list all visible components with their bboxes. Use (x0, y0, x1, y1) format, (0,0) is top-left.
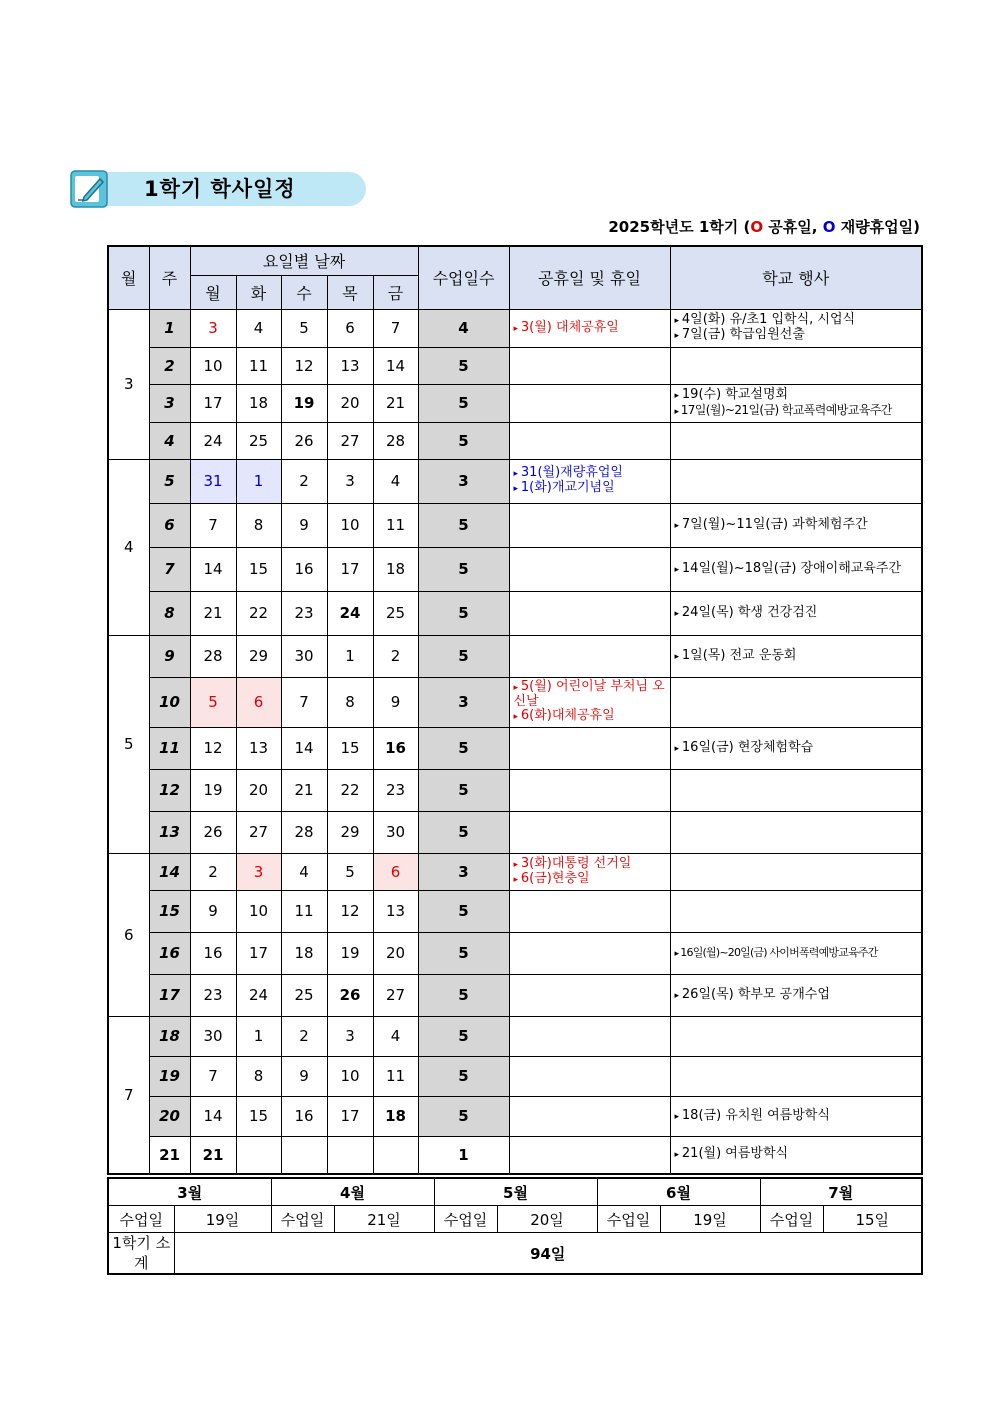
date-cell: 9 (190, 890, 236, 932)
event-item: ▸ 26일(목) 학부모 공개수업 (675, 988, 918, 1003)
table-row (108, 974, 922, 1016)
date-cell: 11 (281, 890, 327, 932)
table-row (108, 459, 922, 503)
date-cell: 2 (281, 459, 327, 503)
event-cell (670, 1016, 922, 1056)
week-cell: 5 (149, 459, 190, 503)
event-cell (670, 384, 922, 422)
month-cell: 3 (108, 309, 149, 459)
date-cell: 6 (236, 677, 281, 727)
date-cell: 29 (236, 635, 281, 677)
summary-table (107, 1177, 923, 1275)
date-cell: 21 (373, 384, 418, 422)
date-cell: 22 (236, 591, 281, 635)
event-cell (670, 547, 922, 591)
date-cell: 3 (327, 1016, 373, 1056)
event-item: ▸ 18(금) 유치원 여름방학식 (675, 1109, 918, 1124)
subtotal-value: 94일 (174, 1233, 922, 1275)
date-cell: 11 (373, 1056, 418, 1096)
summary-value: 19일 (174, 1206, 271, 1233)
table-row (108, 422, 922, 459)
event-cell (670, 635, 922, 677)
date-cell: 3 (190, 309, 236, 347)
event-item: ▸ 21(월) 여름방학식 (675, 1147, 918, 1162)
week-cell: 9 (149, 635, 190, 677)
table-row (108, 890, 922, 932)
event-cell (670, 503, 922, 547)
date-cell: 14 (190, 547, 236, 591)
date-cell: 2 (190, 853, 236, 890)
week-cell: 3 (149, 384, 190, 422)
class-days-cell: 5 (418, 384, 509, 422)
table-row (108, 769, 922, 811)
class-days-cell: 5 (418, 890, 509, 932)
class-days-cell: 4 (418, 309, 509, 347)
date-cell: 10 (327, 503, 373, 547)
date-cell: 15 (327, 727, 373, 769)
date-cell: 25 (281, 974, 327, 1016)
subtitle-prefix: 2025학년도 1학기 ( (608, 218, 751, 236)
week-cell: 17 (149, 974, 190, 1016)
pen-note-icon (70, 170, 108, 208)
date-cell: 11 (373, 503, 418, 547)
date-cell: 9 (281, 1056, 327, 1096)
date-cell: 26 (327, 974, 373, 1016)
date-cell: 10 (327, 1056, 373, 1096)
date-cell: 30 (190, 1016, 236, 1056)
header-day-thu: 목 (327, 275, 373, 309)
holiday-cell (509, 503, 670, 547)
table-row (108, 309, 922, 347)
date-cell: 23 (190, 974, 236, 1016)
class-days-cell: 5 (418, 635, 509, 677)
header-day-mon: 월 (190, 275, 236, 309)
date-cell: 28 (281, 811, 327, 853)
week-cell: 20 (149, 1096, 190, 1136)
summary-month-row (108, 1178, 922, 1206)
date-cell (236, 1136, 281, 1174)
date-cell: 2 (281, 1016, 327, 1056)
date-cell: 4 (281, 853, 327, 890)
event-cell (670, 309, 922, 347)
calendar-subtitle (608, 216, 920, 237)
header-holidays: 공휴일 및 휴일 (509, 246, 670, 309)
holiday-cell (509, 547, 670, 591)
event-cell (670, 890, 922, 932)
week-cell: 10 (149, 677, 190, 727)
date-cell (327, 1136, 373, 1174)
class-days-cell: 5 (418, 1016, 509, 1056)
event-item: ▸ 24일(목) 학생 건강검진 (675, 606, 918, 621)
holiday-item: ▸ 1(화)개교기념일 (514, 481, 666, 496)
table-row (108, 1096, 922, 1136)
date-cell: 31 (190, 459, 236, 503)
date-cell: 29 (327, 811, 373, 853)
summary-month: 5월 (434, 1178, 597, 1206)
date-cell: 24 (236, 974, 281, 1016)
summary-value: 21일 (334, 1206, 434, 1233)
date-cell: 1 (327, 635, 373, 677)
class-days-cell: 5 (418, 503, 509, 547)
week-cell: 15 (149, 890, 190, 932)
table-row (108, 547, 922, 591)
class-days-cell: 5 (418, 1056, 509, 1096)
date-cell: 17 (236, 932, 281, 974)
holiday-cell (509, 811, 670, 853)
holiday-cell (509, 932, 670, 974)
date-cell: 25 (236, 422, 281, 459)
date-cell: 10 (190, 347, 236, 384)
date-cell: 9 (281, 503, 327, 547)
table-row (108, 384, 922, 422)
week-cell: 6 (149, 503, 190, 547)
date-cell: 28 (373, 422, 418, 459)
date-cell: 7 (373, 309, 418, 347)
week-cell: 8 (149, 591, 190, 635)
date-cell: 13 (373, 890, 418, 932)
date-cell: 12 (281, 347, 327, 384)
table-row (108, 347, 922, 384)
header-week: 주 (149, 246, 190, 309)
summary-value: 15일 (823, 1206, 922, 1233)
week-cell: 18 (149, 1016, 190, 1056)
event-item: ▸ 1일(목) 전교 운동회 (675, 649, 918, 664)
event-item: ▸ 16일(월)~20일(금) 사이버폭력예방교육주간 (675, 946, 918, 961)
summary-label: 수업일 (108, 1206, 174, 1233)
public-holiday-label: 공휴일, (763, 218, 823, 236)
holiday-cell (509, 1136, 670, 1174)
date-cell: 13 (236, 727, 281, 769)
date-cell: 18 (281, 932, 327, 974)
date-cell: 14 (373, 347, 418, 384)
table-row (108, 1136, 922, 1174)
event-item: ▸ 4일(화) 유/초1 입학식, 시업식 (675, 313, 918, 328)
table-row (108, 1056, 922, 1096)
holiday-cell (509, 309, 670, 347)
date-cell: 30 (373, 811, 418, 853)
holiday-cell (509, 459, 670, 503)
event-cell (670, 347, 922, 384)
date-cell: 5 (190, 677, 236, 727)
summary-month: 7월 (760, 1178, 922, 1206)
table-row (108, 677, 922, 727)
date-cell: 2 (373, 635, 418, 677)
date-cell: 9 (373, 677, 418, 727)
holiday-cell (509, 422, 670, 459)
date-cell: 16 (281, 1096, 327, 1136)
summary-total-row (108, 1233, 922, 1275)
week-cell: 11 (149, 727, 190, 769)
date-cell: 7 (281, 677, 327, 727)
summary-month: 3월 (108, 1178, 271, 1206)
table-row (108, 727, 922, 769)
date-cell: 16 (373, 727, 418, 769)
week-cell: 19 (149, 1056, 190, 1096)
date-cell: 27 (236, 811, 281, 853)
date-cell: 16 (190, 932, 236, 974)
date-cell: 19 (327, 932, 373, 974)
date-cell: 12 (327, 890, 373, 932)
header-class-days: 수업일수 (418, 246, 509, 309)
summary-label: 수업일 (271, 1206, 334, 1233)
event-item: ▸ 16일(금) 현장체험학습 (675, 741, 918, 756)
date-cell: 10 (236, 890, 281, 932)
event-cell (670, 677, 922, 727)
date-cell: 1 (236, 459, 281, 503)
date-cell: 1 (236, 1016, 281, 1056)
month-cell: 5 (108, 635, 149, 853)
header-day-wed: 수 (281, 275, 327, 309)
table-row (108, 811, 922, 853)
date-cell: 26 (281, 422, 327, 459)
summary-label: 수업일 (597, 1206, 660, 1233)
date-cell: 5 (327, 853, 373, 890)
summary-days-row (108, 1206, 922, 1233)
date-cell: 18 (373, 547, 418, 591)
date-cell: 19 (190, 769, 236, 811)
holiday-cell (509, 1016, 670, 1056)
subtotal-label: 1학기 소계 (108, 1233, 174, 1275)
event-cell (670, 1136, 922, 1174)
summary-value: 20일 (497, 1206, 597, 1233)
holiday-cell (509, 1096, 670, 1136)
week-cell: 2 (149, 347, 190, 384)
date-cell: 22 (327, 769, 373, 811)
class-days-cell: 5 (418, 769, 509, 811)
event-cell (670, 727, 922, 769)
public-holiday-mark: O (750, 218, 764, 236)
date-cell: 27 (327, 422, 373, 459)
class-days-cell: 1 (418, 1136, 509, 1174)
holiday-cell (509, 769, 670, 811)
event-cell (670, 974, 922, 1016)
class-days-cell: 5 (418, 547, 509, 591)
date-cell: 14 (190, 1096, 236, 1136)
class-days-cell: 3 (418, 459, 509, 503)
date-cell: 8 (236, 503, 281, 547)
table-row (108, 853, 922, 890)
date-cell: 5 (281, 309, 327, 347)
event-item: ▸ 14일(월)~18일(금) 장애이해교육주간 (675, 562, 918, 577)
week-cell: 21 (149, 1136, 190, 1174)
event-cell (670, 853, 922, 890)
date-cell: 16 (281, 547, 327, 591)
date-cell: 12 (190, 727, 236, 769)
header-day-fri: 금 (373, 275, 418, 309)
header-day-date: 요일별 날짜 (190, 246, 418, 275)
class-days-cell: 5 (418, 811, 509, 853)
event-cell (670, 422, 922, 459)
date-cell: 4 (236, 309, 281, 347)
week-cell: 12 (149, 769, 190, 811)
date-cell: 4 (373, 459, 418, 503)
event-cell (670, 932, 922, 974)
week-cell: 13 (149, 811, 190, 853)
date-cell: 25 (373, 591, 418, 635)
class-days-cell: 5 (418, 974, 509, 1016)
class-days-cell: 5 (418, 347, 509, 384)
holiday-item: ▸ 31(월)재량휴업일 (514, 466, 666, 481)
event-item: ▸ 7일(월)~11일(금) 과학체험주간 (675, 518, 918, 533)
date-cell: 20 (373, 932, 418, 974)
date-cell: 18 (373, 1096, 418, 1136)
date-cell: 11 (236, 347, 281, 384)
week-cell: 4 (149, 422, 190, 459)
date-cell: 24 (327, 591, 373, 635)
date-cell: 23 (281, 591, 327, 635)
date-cell: 24 (190, 422, 236, 459)
date-cell: 20 (236, 769, 281, 811)
header-month: 월 (108, 246, 149, 309)
week-cell: 1 (149, 309, 190, 347)
week-cell: 16 (149, 932, 190, 974)
class-days-cell: 5 (418, 422, 509, 459)
date-cell: 13 (327, 347, 373, 384)
date-cell: 8 (327, 677, 373, 727)
summary-month: 4월 (271, 1178, 434, 1206)
date-cell: 6 (327, 309, 373, 347)
event-item: ▸ 19(수) 학교설명회 (675, 388, 918, 403)
holiday-cell (509, 974, 670, 1016)
table-row (108, 932, 922, 974)
discretionary-holiday-label: 재량휴업일) (835, 218, 920, 236)
table-row (108, 635, 922, 677)
date-cell: 21 (281, 769, 327, 811)
holiday-cell (509, 591, 670, 635)
holiday-cell (509, 677, 670, 727)
date-cell: 17 (190, 384, 236, 422)
event-cell (670, 591, 922, 635)
date-cell: 20 (327, 384, 373, 422)
schedule-table (107, 245, 923, 1175)
date-cell: 21 (190, 591, 236, 635)
table-row (108, 1016, 922, 1056)
month-cell: 6 (108, 853, 149, 1016)
table-row (108, 591, 922, 635)
summary-label: 수업일 (760, 1206, 823, 1233)
date-cell: 3 (236, 853, 281, 890)
header-day-tue: 화 (236, 275, 281, 309)
event-cell (670, 1096, 922, 1136)
holiday-cell (509, 347, 670, 384)
holiday-item: ▸ 6(화)대체공휴일 (514, 709, 666, 724)
date-cell: 14 (281, 727, 327, 769)
class-days-cell: 5 (418, 591, 509, 635)
date-cell: 23 (373, 769, 418, 811)
date-cell: 27 (373, 974, 418, 1016)
date-cell: 15 (236, 547, 281, 591)
holiday-item: ▸ 6(금)현충일 (514, 872, 666, 887)
date-cell: 30 (281, 635, 327, 677)
class-days-cell: 5 (418, 727, 509, 769)
table-row (108, 503, 922, 547)
holiday-cell (509, 635, 670, 677)
date-cell: 21 (190, 1136, 236, 1174)
date-cell: 17 (327, 547, 373, 591)
date-cell: 17 (327, 1096, 373, 1136)
month-cell: 7 (108, 1016, 149, 1174)
date-cell: 7 (190, 503, 236, 547)
page-title: 1학기 학사일정 (144, 177, 296, 201)
event-cell (670, 459, 922, 503)
date-cell: 3 (327, 459, 373, 503)
header-events: 학교 행사 (670, 246, 922, 309)
date-cell: 8 (236, 1056, 281, 1096)
week-cell: 7 (149, 547, 190, 591)
class-days-cell: 5 (418, 932, 509, 974)
date-cell (281, 1136, 327, 1174)
summary-month: 6월 (597, 1178, 760, 1206)
holiday-cell (509, 1056, 670, 1096)
holiday-cell (509, 727, 670, 769)
holiday-cell (509, 890, 670, 932)
week-cell: 14 (149, 853, 190, 890)
date-cell: 18 (236, 384, 281, 422)
month-cell: 4 (108, 459, 149, 635)
event-item: ▸ 17일(월)~21일(금) 학교폭력예방교육주간 (675, 403, 918, 419)
date-cell: 28 (190, 635, 236, 677)
discretionary-holiday-mark: O (822, 218, 836, 236)
event-cell (670, 811, 922, 853)
section-banner (70, 170, 366, 208)
holiday-item: ▸ 3(화)대통령 선거일 (514, 857, 666, 872)
event-item: ▸ 7일(금) 학급임원선출 (675, 328, 918, 343)
event-cell (670, 1056, 922, 1096)
date-cell: 4 (373, 1016, 418, 1056)
summary-label: 수업일 (434, 1206, 497, 1233)
date-cell: 15 (236, 1096, 281, 1136)
date-cell: 7 (190, 1056, 236, 1096)
date-cell (373, 1136, 418, 1174)
holiday-item: ▸ 5(월) 어린이날 부처님 오신날 (514, 680, 666, 709)
class-days-cell: 5 (418, 1096, 509, 1136)
event-cell (670, 769, 922, 811)
holiday-item: ▸ 3(월) 대체공휴일 (514, 321, 666, 336)
holiday-cell (509, 853, 670, 890)
class-days-cell: 3 (418, 677, 509, 727)
date-cell: 26 (190, 811, 236, 853)
holiday-cell (509, 384, 670, 422)
class-days-cell: 3 (418, 853, 509, 890)
date-cell: 6 (373, 853, 418, 890)
date-cell: 19 (281, 384, 327, 422)
summary-value: 19일 (660, 1206, 760, 1233)
